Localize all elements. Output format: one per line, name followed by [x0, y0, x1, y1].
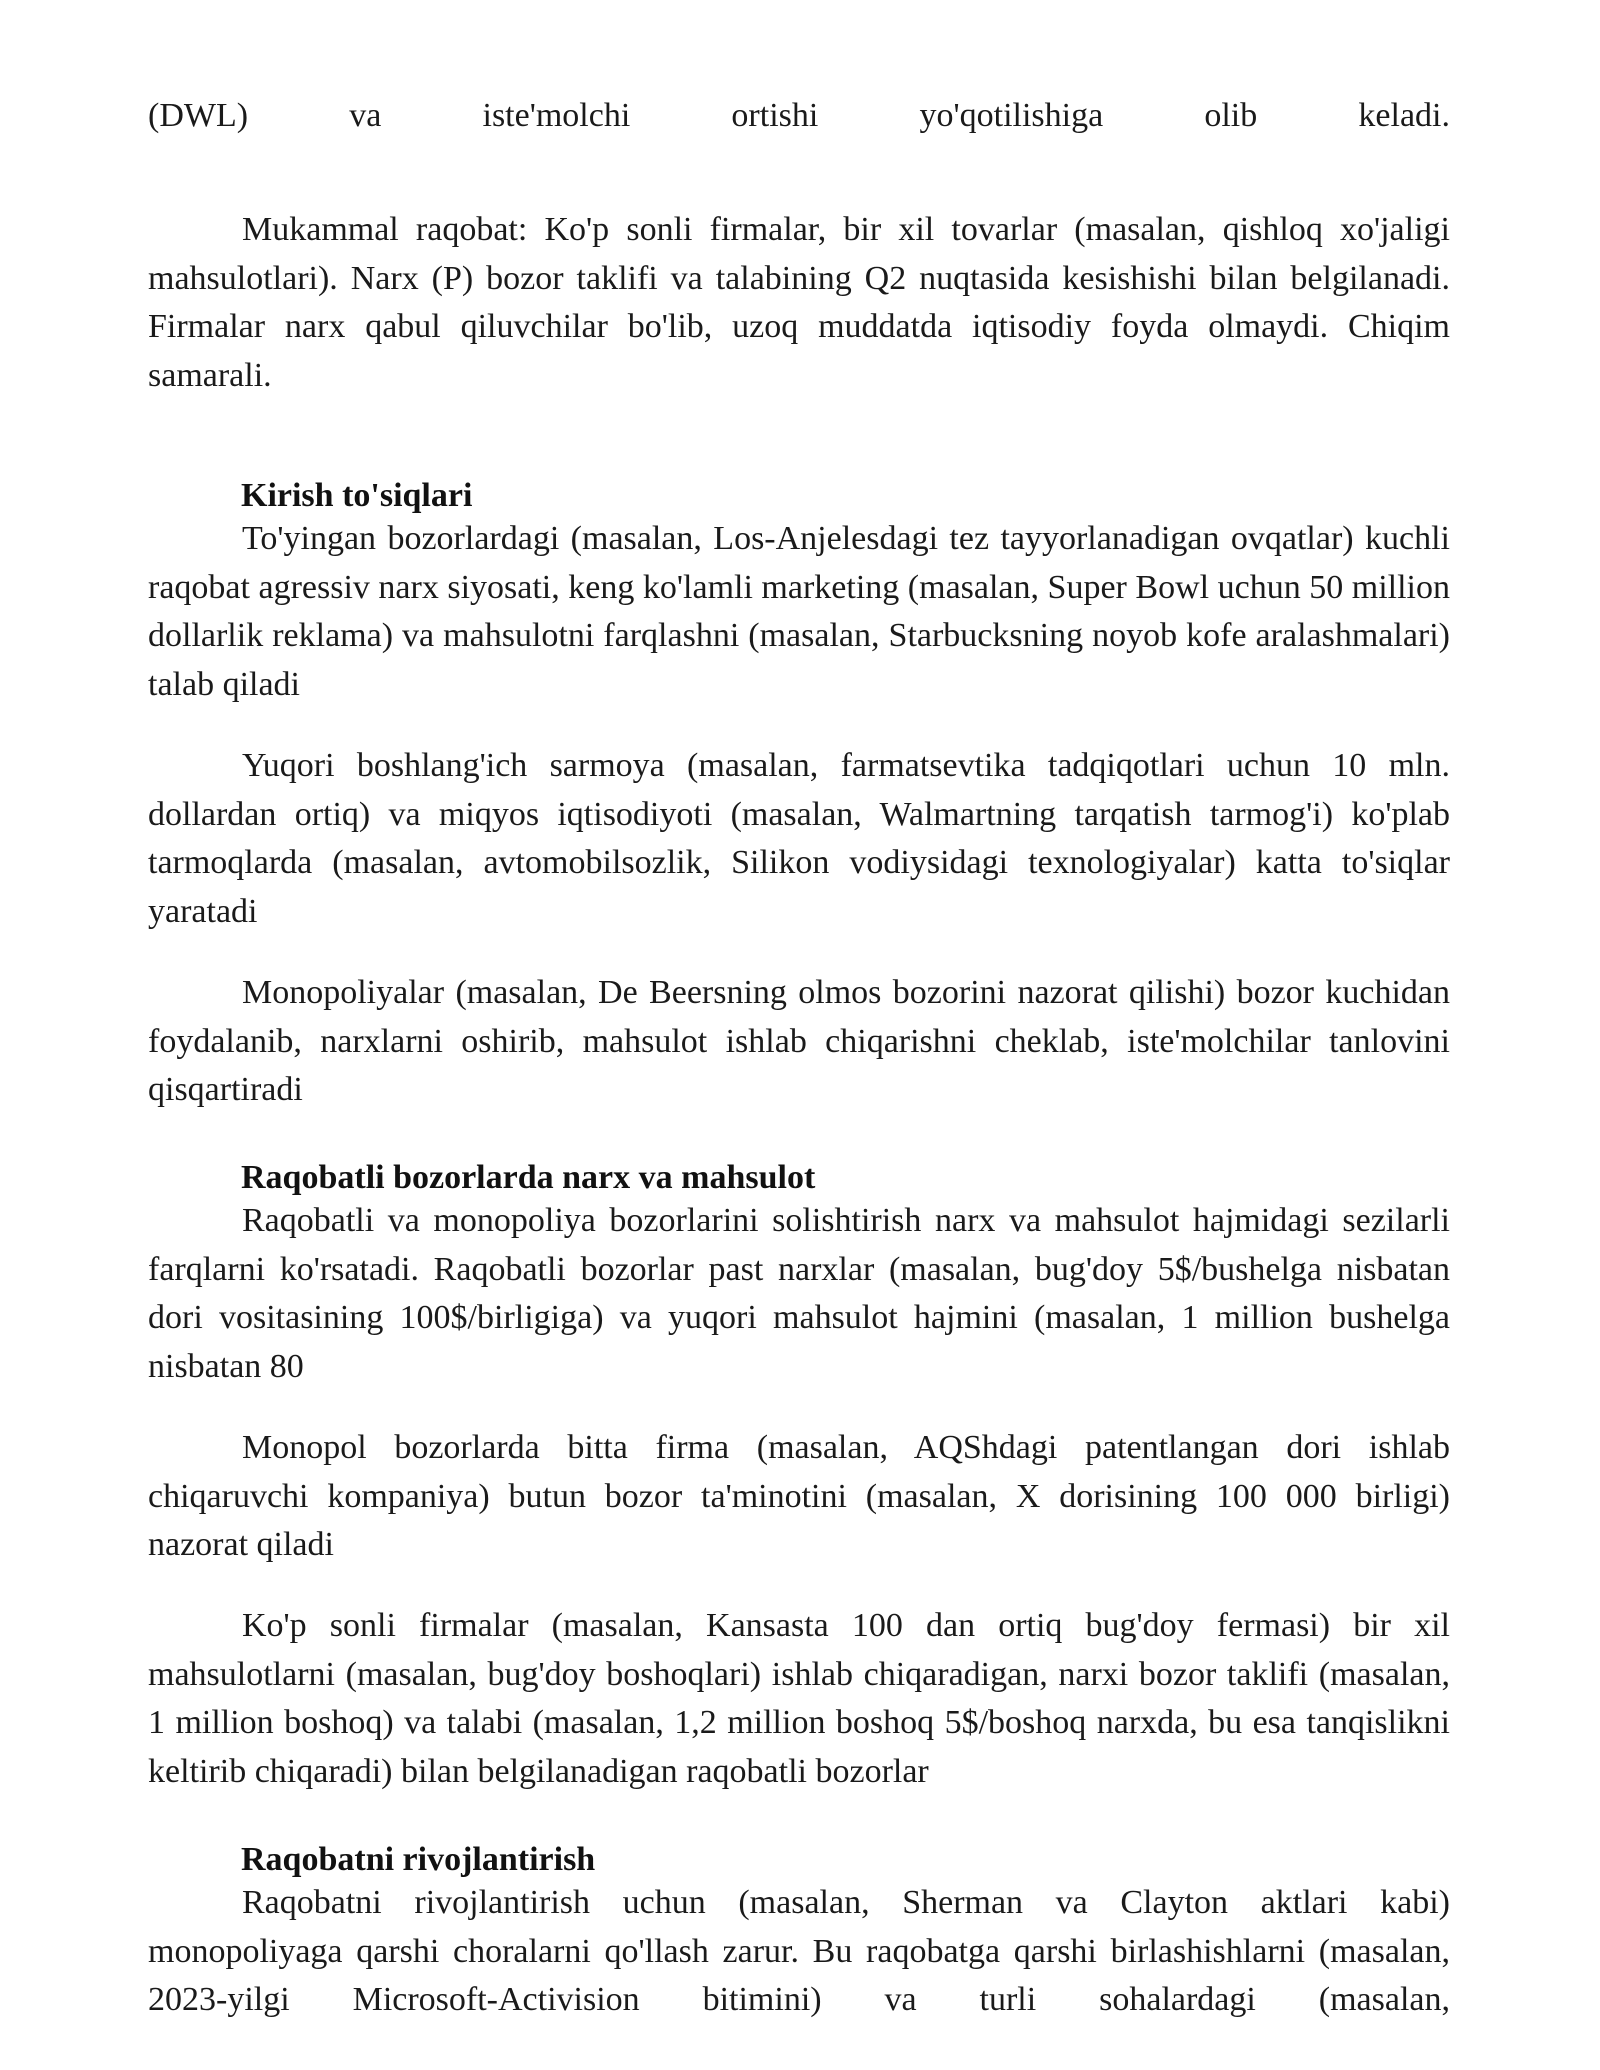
- paragraph-carryover: (DWL) va iste'molchi ortishi yo'qotilishiga olib keladi.: [148, 97, 1450, 134]
- heading-promoting-competition: Raqobatni rivojlantirish: [241, 1841, 596, 1878]
- paragraph-barriers-2: Yuqori boshlang'ich sarmoya (masalan, farmatsevtika tadqiqotlari uchun 10 mln. dollardan ortiq) va miqyos iqtisodiyoti (masalan, Walmartning tarqatish tarmog'i) ko'plab tarmoqlarda (masalan, avtomobilsozlik, Silikon vodiysidagi texnologiyalar) katta to'siqlar yaratadi: [148, 747, 1450, 930]
- paragraph-barriers-3: Monopoliyalar (masalan, De Beersning olmos bozorini nazorat qilishi) bozor kuchidan foydalanib, narxlarni oshirib, mahsulot ishlab chiqarishni cheklab, iste'molchilar tanlovini qisqartiradi: [148, 974, 1450, 1108]
- heading-price-output: Raqobatli bozorlarda narx va mahsulot: [241, 1159, 816, 1196]
- heading-entry-barriers: Kirish to'siqlari: [241, 477, 473, 514]
- paragraph-competition-1: Raqobatni rivojlantirish uchun (masalan, Sherman va Clayton aktlari kabi) monopoliyaga qarshi choralarni qo'llash zarur. Bu raqobatga qarshi birlashishlarni (masalan, 2023-yilgi Microsoft-Activision bitimini) va turli sohalardagi (masalan,: [148, 1884, 1450, 2018]
- paragraph-price-output-2: Monopol bozorlarda bitta firma (masalan, AQShdagi patentlangan dori ishlab chiqaruvchi kompaniya) butun bozor ta'minotini (masalan, X dorisining 100 000 birligi) nazorat qiladi: [148, 1429, 1450, 1563]
- paragraph-price-output-3: Ko'p sonli firmalar (masalan, Kansasta 100 dan ortiq bug'doy fermasi) bir xil mahsulotlarni (masalan, bug'doy boshoqlari) ishlab chiqaradigan, narxi bozor taklifi (masalan, 1 million boshoq) va talabi (masalan, 1,2 million boshoq 5$/boshoq narxda, bu esa tanqislikni keltirib chiqaradi) bilan belgilanadigan raqobatli bozorlar: [148, 1607, 1450, 1790]
- paragraph-perfect-competition: Mukammal raqobat: Ko'p sonli firmalar, bir xil tovarlar (masalan, qishloq xo'jaligi mahsulotlari). Narx (P) bozor taklifi va talabining Q2 nuqtasida kesishishi bilan belgilanadi. Firmalar narx qabul qiluvchilar bo'lib, uzoq muddatda iqtisodiy foyda olmaydi. Chiqim samarali.: [148, 211, 1450, 394]
- paragraph-barriers-1: To'yingan bozorlardagi (masalan, Los-Anjelesdagi tez tayyorlanadigan ovqatlar) kuchli raqobat agressiv narx siyosati, keng ko'lamli marketing (masalan, Super Bowl uchun 50 million dollarlik reklama) va mahsulotni farqlashni (masalan, Starbucksning noyob kofe aralashmalari) talab qiladi: [148, 520, 1450, 703]
- paragraph-price-output-1: Raqobatli va monopoliya bozorlarini solishtirish narx va mahsulot hajmidagi sezilarli farqlarni ko'rsatadi. Raqobatli bozorlar past narxlar (masalan, bug'doy 5$/bushelga nisbatan dori vositasining 100$/birligiga) va yuqori mahsulot hajmini (masalan, 1 million bushelga nisbatan 80: [148, 1202, 1450, 1385]
